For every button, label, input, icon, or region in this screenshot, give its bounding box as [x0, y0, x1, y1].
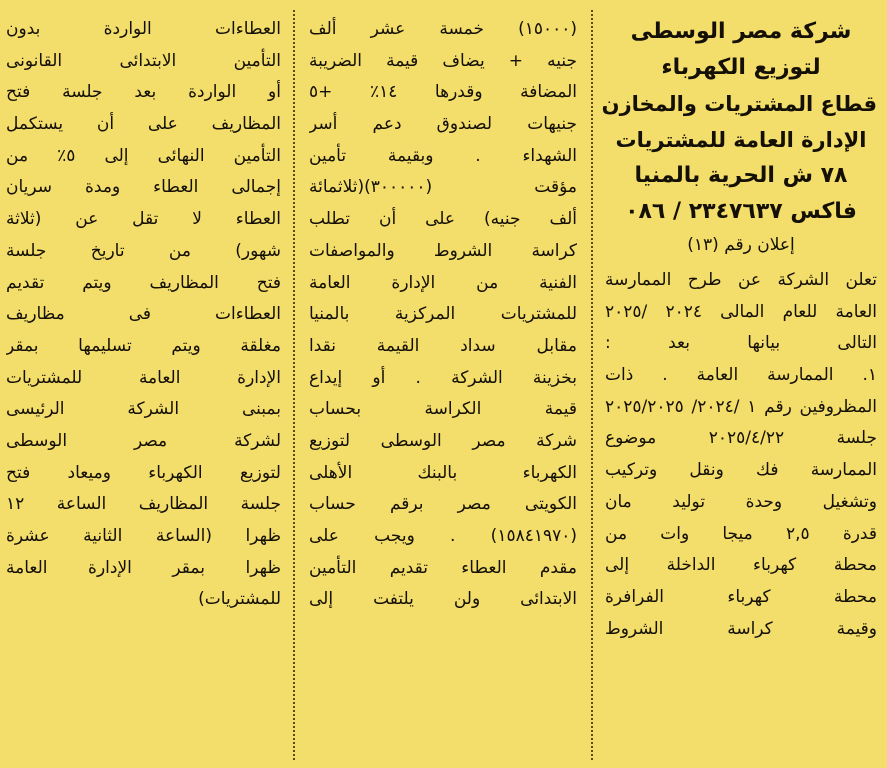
text-line: للمشتريات المركزية بالمنيا: [309, 304, 577, 325]
text-line: مقدم العطاء تقديم التأمين: [309, 557, 577, 578]
text-line: جنيه + يضاف قيمة الضريبة: [309, 50, 577, 71]
text-line: للمشتريات): [198, 589, 281, 610]
middle-column: [301, 0, 585, 768]
text-line: ظهرا (الساعة الثانية عشرة: [6, 526, 281, 546]
department-name: قطاع المشتريات والمخازن: [601, 92, 877, 116]
text-line: مغلقة ويتم تسليمها بمقر: [6, 335, 281, 356]
text-line: الابتدائى ولن يلتفت إلى: [309, 589, 577, 610]
text-line: قدرة ٢,٥ ميجا وات من: [605, 523, 877, 544]
text-line: قيمة الكراسة بحساب: [309, 399, 577, 420]
text-line: كراسة الشروط والمواصفات: [309, 240, 577, 261]
text-line: شهور) من تاريخ جلسة: [6, 240, 281, 261]
company-fax: فاكس ٢٣٤٧٦٣٧ / ٠٨٦: [625, 199, 857, 224]
text-line: جنيهات لصندوق دعم أسر: [309, 114, 577, 135]
text-line: فتح المظاريف ويتم تقديم: [6, 272, 281, 293]
text-line: بمبنى الشركة الرئيسى: [6, 399, 281, 420]
left-column: [0, 0, 289, 768]
text-line: المضافة وقدرها ١٤٪ +٥: [309, 82, 577, 103]
text-line: وقيمة كراسة الشروط: [605, 618, 877, 639]
text-line: وتشغيل وحدة توليد مان: [605, 491, 877, 512]
text-line: إجمالى العطاء ومدة سريان: [6, 177, 281, 198]
text-line: شركة مصر الوسطى لتوزيع: [309, 430, 577, 451]
text-line: العامة للعام المالى ٢٠٢٤ /٢٠٢٥: [605, 301, 877, 322]
text-line: المظروفين رقم ١ /٢٠٢٤/ ٢٠٢٥/٢٠٢٥: [605, 396, 877, 417]
company-header: [601, 14, 877, 230]
text-line: العطاءات الواردة بدون: [6, 19, 281, 39]
company-subtitle: لتوزيع الكهرباء: [661, 55, 821, 80]
text-line: لتوزيع الكهرباء وميعاد فتح: [6, 462, 281, 483]
text-line: الشهداء . وبقيمة تأمين: [309, 145, 577, 166]
text-line: الكهرباء بالبنك الأهلى: [309, 462, 577, 483]
text-line: محطة كهرباء الفرافرة: [605, 586, 877, 607]
text-line: ١. الممارسة العامة . ذات: [605, 365, 877, 386]
company-name: شركة مصر الوسطى: [630, 19, 852, 44]
text-line: بخزينة الشركة . أو إيداع: [309, 367, 577, 388]
right-column-body: [605, 265, 877, 645]
text-line: العطاءات فى مظاريف: [6, 304, 281, 325]
text-line: (١٥٨٤١٩٧٠) . ويجب على: [309, 526, 577, 546]
text-line: الإدارة العامة للمشتريات: [6, 367, 281, 388]
text-line: الممارسة فك ونقل وتركيب: [605, 460, 877, 481]
text-line: مقابل سداد القيمة نقدا: [309, 335, 577, 356]
text-line: الكويتى مصر برقم حساب: [309, 494, 577, 515]
text-line: التالى بيانها بعد :: [605, 333, 877, 354]
text-line: العطاء لا تقل عن (ثلاثة: [6, 209, 281, 230]
text-line: محطة كهرباء الداخلة إلى: [605, 555, 877, 576]
ad-number: إعلان رقم (١٣): [687, 235, 795, 255]
text-line: ظهرا بمقر الإدارة العامة: [6, 557, 281, 578]
right-column: [597, 0, 887, 768]
text-line: ألف جنيه) على أن تطلب: [309, 209, 577, 230]
column-divider: [293, 10, 295, 760]
directorate-name: الإدارة العامة للمشتريات: [615, 128, 867, 152]
text-line: الفنية من الإدارة العامة: [309, 272, 577, 293]
text-line: المظاريف على أن يستكمل: [6, 114, 281, 135]
text-line: التأمين النهائى إلى ٥٪ من: [6, 145, 281, 166]
text-line: (١٥٠٠٠) خمسة عشر ألف: [309, 19, 577, 39]
column-divider: [591, 10, 593, 760]
text-line: تعلن الشركة عن طرح الممارسة: [605, 270, 877, 290]
text-line: جلسة ٢٠٢٥/٤/٢٢ موضوع: [605, 428, 877, 449]
text-line: التأمين الابتدائى القانونى: [6, 50, 281, 71]
text-line: مؤقت (٣٠٠٠٠٠)(ثلاثمائة: [309, 177, 577, 198]
text-line: جلسة المظاريف الساعة ١٢: [6, 494, 281, 515]
text-line: أو الواردة بعد جلسة فتح: [6, 82, 281, 103]
company-address: ٧٨ ش الحرية بالمنيا: [634, 163, 848, 188]
text-line: لشركة مصر الوسطى: [6, 430, 281, 451]
